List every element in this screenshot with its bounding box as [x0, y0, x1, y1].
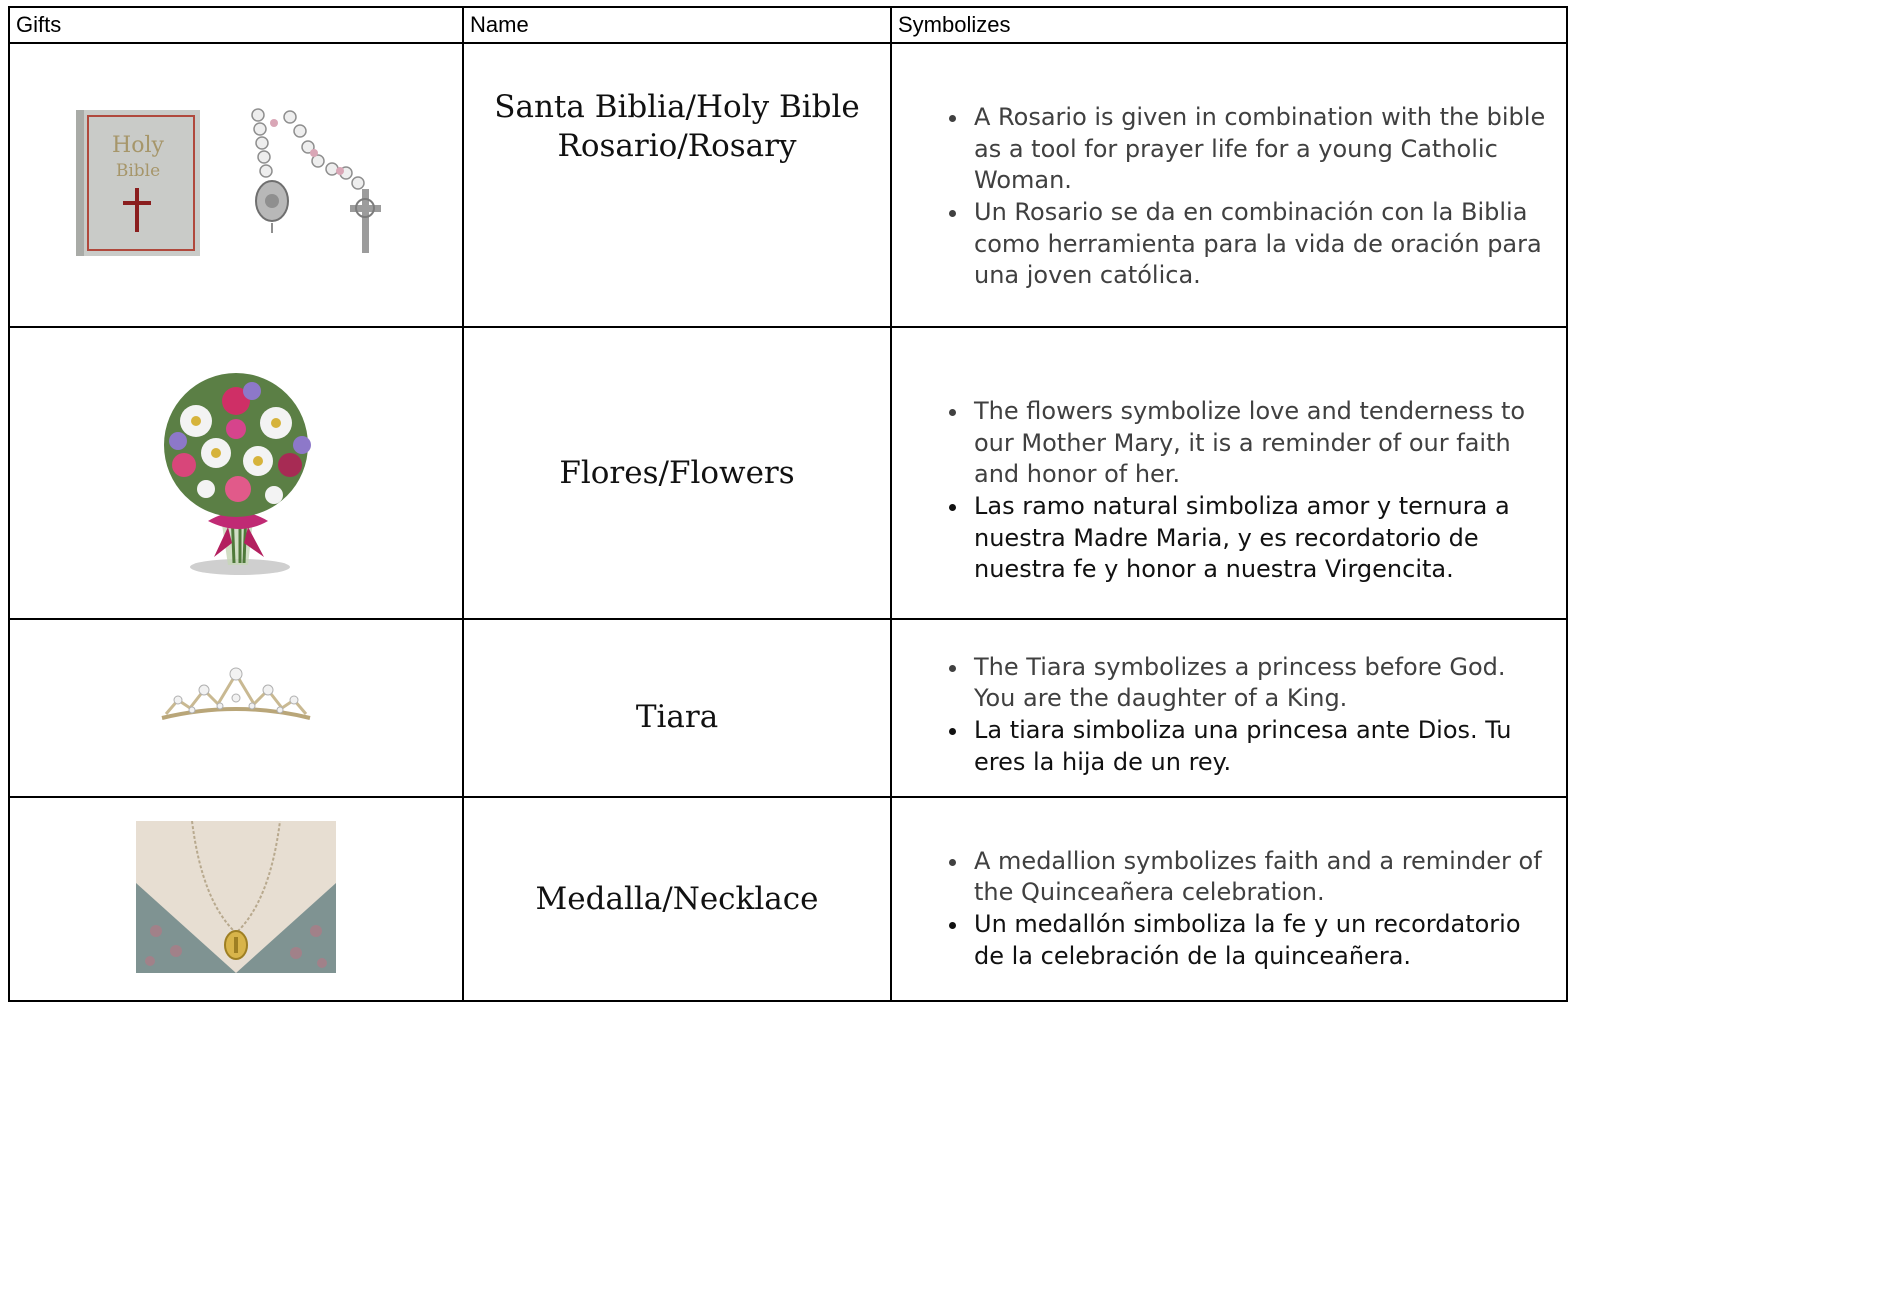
table-row: [9, 43, 1567, 327]
header-symbolizes: Symbolizes: [891, 7, 1567, 43]
table-row: [9, 327, 1567, 619]
svg-text:Bible: Bible: [115, 160, 161, 181]
gift-image-cell: [9, 619, 463, 797]
list-item: • La tiara simboliza una princesa ante Dios. Tu eres la hija de un rey.: [970, 715, 1552, 778]
flower-bouquet-icon: [136, 361, 336, 586]
gift-name-line: Medalla/Necklace: [535, 880, 819, 917]
gift-name: [463, 619, 891, 797]
rosary-icon: [228, 103, 398, 268]
gift-name: [463, 327, 891, 619]
symbolizes-list: [892, 78, 1566, 292]
list-item: • Las ramo natural simboliza amor y ternura a nuestra Madre Maria, y es recordatorio de nuestra fe y honor a nuestra Virgencita.: [970, 491, 1552, 586]
gift-name: [463, 797, 891, 1001]
header-name: Name: [463, 7, 891, 43]
symbolizes-cell: [891, 43, 1567, 327]
gift-image-cell: [9, 327, 463, 619]
symbolizes-list: [892, 638, 1566, 779]
gift-name-line: Tiara: [635, 699, 719, 735]
header-gifts: Gifts: [9, 7, 463, 43]
gift-name-line: Santa Biblia/Holy Bible: [494, 89, 860, 125]
list-item: • The Tiara symbolizes a princess before God. You are the daughter of a King.: [970, 652, 1552, 715]
symbolizes-cell: [891, 619, 1567, 797]
gift-name: [463, 43, 891, 327]
gifts-table: [8, 6, 1568, 1002]
header-row: [9, 7, 1567, 43]
symbolizes-list: [892, 826, 1566, 973]
holy-bible-icon: [74, 108, 202, 263]
gift-name-line: Rosario/Rosary: [557, 127, 797, 164]
table-row: [9, 797, 1567, 1001]
gift-name-line: Flores/Flowers: [559, 454, 795, 491]
gift-image-cell: [9, 43, 463, 327]
medallion-necklace-icon: [136, 821, 336, 978]
list-item: • Un Rosario se da en combinación con la Biblia como herramienta para la vida de oración para una joven católica.: [970, 197, 1552, 292]
list-item: • A medallion symbolizes faith and a reminder of the Quinceañera celebration.: [970, 846, 1552, 909]
svg-text:Holy: Holy: [112, 132, 164, 158]
list-item: • Un medallón simboliza la fe y un recordatorio de la celebración de la quinceañera.: [970, 909, 1552, 972]
gift-image-cell: [9, 797, 463, 1001]
list-item: • The flowers symbolize love and tenderness to our Mother Mary, it is a reminder of our faith and honor of her.: [970, 396, 1552, 491]
symbolizes-list: [892, 360, 1566, 586]
tiara-icon: [156, 660, 316, 745]
symbolizes-cell: [891, 797, 1567, 1001]
list-item: • A Rosario is given in combination with the bible as a tool for prayer life for a young Catholic Woman.: [970, 102, 1552, 197]
table-row: [9, 619, 1567, 797]
symbolizes-cell: [891, 327, 1567, 619]
